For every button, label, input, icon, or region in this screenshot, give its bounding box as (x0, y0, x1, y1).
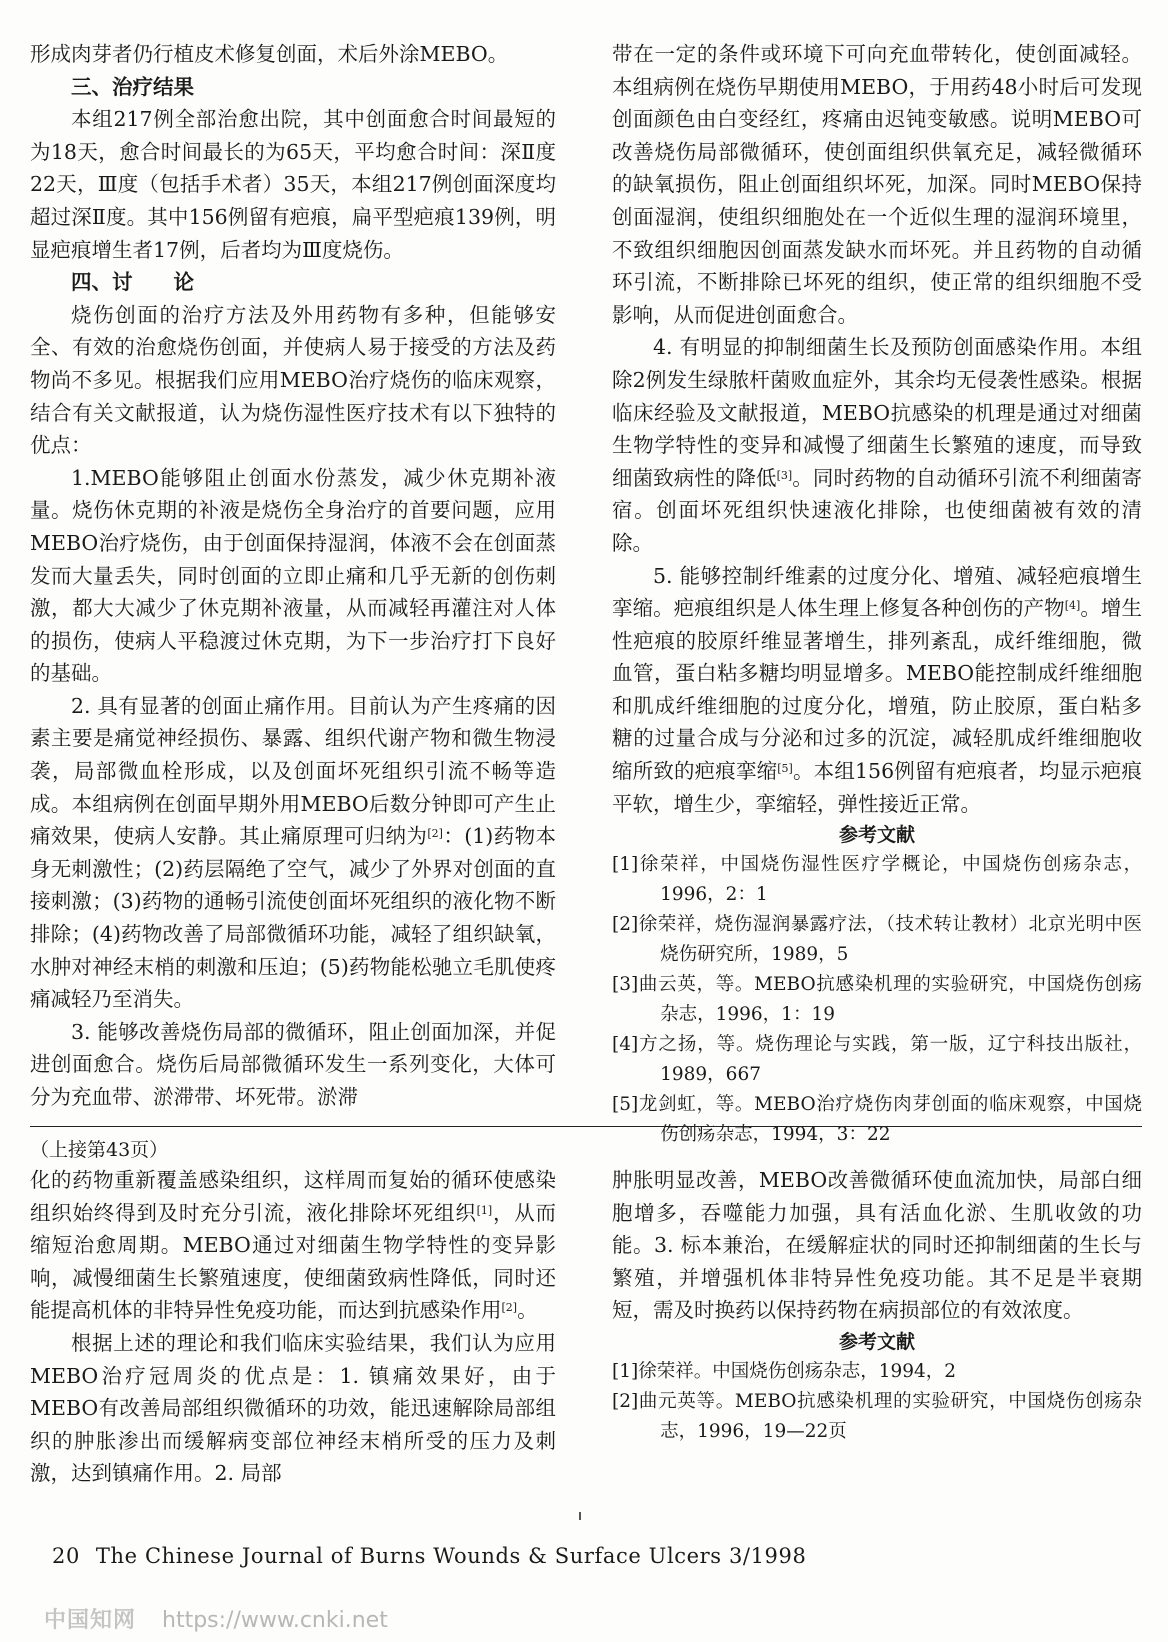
paragraph-text: ：(1)药物本身无刺激性；(2)药层隔绝了空气，减少了外界对创面的直接刺激；(3)药物的通畅引流使创面坏死组织的液化物不断排除；(4)药物改善了局部微循环功能，减轻了组织缺氧，水肿对神经末梢的刺激和压迫；(5)药物能松驰立毛肌使疼痛减轻乃至消失。 (30, 824, 556, 1012)
cnki-url: https://www.cnki.net (162, 1608, 388, 1633)
paragraph-text: 带在一定的条件或环境下可向充血带转化，使创面减轻。本组病例在烧伤早期使用MEBO，于用药48小时后可发现创面颜色由白变经红，疼痛由迟钝变敏感。说明MEBO可改善烧伤局部微循环，使创面组织供氧充足，减轻微循环的缺氧损伤，阻止创面组织坏死，加深。同时MEBO保持创面湿润，使组织细胞处在一个近似生理的湿润环境里，不致组织细胞因创面蒸发缺水而坏死。并且药物的自动循环引流，不断排除已坏死的组织，使正常的组织细胞不受影响，从而促进创面愈合。 (612, 42, 1142, 327)
cnki-watermark (44, 1603, 388, 1634)
upper-left-column (30, 38, 556, 1114)
paragraph-text: 1.MEBO能够阻止创面水份蒸发，减少休克期补液量。烧伤休克期的补液是烧伤全身治疗的首要问题，应用MEBO治疗烧伤，由于创面保持湿润，体液不会在创面蒸发而大量丢失，同时创面的立即止痛和几乎无新的创伤刺激，都大大减少了休克期补液量，从而减轻再灌注对人体的损伤，使病人平稳渡过休克期，为下一步治疗打下良好的基础。 (30, 465, 556, 686)
paragraph-text: 3. 能够改善烧伤局部的微循环，阻止创面加深，并促进创面愈合。烧伤后局部微循环发生一系列变化，大体可分为充血带、淤滞带、坏死带。淤滞 (30, 1019, 556, 1109)
body-paragraph (30, 103, 556, 266)
body-paragraph (30, 71, 556, 104)
body-paragraph (30, 462, 556, 690)
citation-marker: [1] (476, 1203, 493, 1217)
reference-item: [5]龙剑虹，等。MEBO治疗烧伤肉芽创面的临床观察，中国烧伤创疡杂志，1994，3：22 (612, 1094, 1142, 1146)
reference-item: [2]徐荣祥，烧伤湿润暴露疗法，（技术转让教材）北京光明中医烧伤研究所，1989，5 (612, 914, 1142, 966)
citation-marker: [2] (501, 1301, 518, 1315)
references-heading: 参考文献 (838, 824, 915, 847)
paragraph-text: 三、治疗结果 (71, 74, 194, 99)
body-paragraph (612, 560, 1142, 821)
paragraph-text: 。增生性疤痕的胶原纤维显著增生，排列紊乱，成纤维细胞，微血管，蛋白粘多糖均明显增多。MEBO能控制成纤维细胞和肌成纤维细胞的过度分化，增殖，防止胶原，蛋白粘多糖的过量合成与分泌和过多的沉淀，减轻肌成纤维细胞收缩所致的疤痕挛缩 (612, 596, 1143, 784)
paragraph-text: 4. 有明显的抑制细菌生长及预防创面感染作用。本组除2例发生绿脓杆菌败血症外，其余均无侵袭性感染。根据临床经验及文献报道，MEBO抗感染的机理是通过对细菌生物学特性的变异和减慢了细菌生长繁殖的速度，而导致细菌致病性的降低 (612, 335, 1142, 490)
body-paragraph (30, 266, 556, 299)
gutter-mark (579, 1512, 581, 1520)
citation-marker: [2] (427, 827, 443, 841)
continued-note: （上接第43页） (30, 1139, 169, 1161)
body-paragraph (30, 299, 556, 462)
reference-item: [2]曲元英等。MEBO抗感染机理的实验研究，中国烧伤创疡杂志，1996，19—22页 (612, 1390, 1142, 1442)
paragraph-text: 形成肉芽者仍行植皮术修复创面，术后外涂MEBO。 (30, 42, 509, 66)
citation-marker: [3] (776, 468, 793, 482)
body-paragraph (30, 690, 556, 1016)
body-paragraph (30, 38, 556, 71)
body-paragraph (30, 1164, 556, 1327)
body-paragraph (612, 38, 1142, 331)
reference-item: [1]徐荣祥，中国烧伤湿性医疗学概论，中国烧伤创疡杂志，1996，2：1 (612, 854, 1142, 906)
paragraph-text: 烧伤创面的治疗方法及外用药物有多种，但能够安全、有效的治愈烧伤创面，并使病人易于接受的方法及药物尚不多见。根据我们应用MEBO治疗烧伤的临床观察，结合有关文献报道，认为烧伤湿性医疗技术有以下独特的优点： (30, 302, 556, 458)
paragraph-text: 。 (517, 1298, 538, 1323)
upper-right-column (612, 38, 1142, 1150)
paragraph-text: 2. 具有显著的创面止痛作用。目前认为产生疼痛的因素主要是痛觉神经损伤、暴露、组织代谢产物和微生物浸袭，局部微血栓形成，以及创面坏死组织引流不畅等造成。本组病例在创面早期外用MEBO后数分钟即可产生止痛效果，使病人安静。其止痛原理可归纳为 (30, 693, 556, 849)
page-footer (52, 1544, 806, 1568)
citation-marker: [5] (777, 762, 793, 776)
paragraph-text: 本组217例全部治愈出院，其中创面愈合时间最短的为18天，愈合时间最长的为65天，平均愈合时间：深Ⅱ度22天，Ⅲ度（包括手术者）35天，本组217例创面深度均超过深Ⅱ度。其中156例留有疤痕，扁平型疤痕139例，明显疤痕增生者17例，后者均为Ⅲ度烧伤。 (30, 107, 556, 262)
paragraph-text: ，从而缩短治愈周期。MEBO通过对细菌生物学特性的变异影响，减慢细菌生长繁殖速度，使细菌致病性降低，同时还能提高机体的非特异性免疫功能，而达到抗感染作用 (30, 1200, 557, 1323)
reference-item: [4]方之扬，等。烧伤理论与实践，第一版，辽宁科技出版社，1989，667 (612, 1034, 1142, 1086)
section-divider (30, 1126, 1142, 1127)
paragraph-text: 化的药物重新覆盖感染组织，这样周而复始的循环使感染组织始终得到及时充分引流，液化排除坏死组织 (30, 1168, 556, 1225)
cnki-logo: 中国知网 (44, 1608, 137, 1633)
reference-item: [1]徐荣祥。中国烧伤创疡杂志，1994，2 (612, 1360, 957, 1382)
reference-item: [3]曲云英，等。MEBO抗感染机理的实验研究，中国烧伤创疡杂志，1996，1：19 (612, 974, 1142, 1026)
paragraph-text: 。同时药物的自动循环引流不利细菌寄宿。创面坏死组织快速液化排除，也使细菌被有效的清除。 (612, 465, 1143, 555)
page-number: 20 (52, 1544, 80, 1568)
journal-name: The Chinese Journal of Burns Wounds & Surface Ulcers 3/1998 (95, 1544, 807, 1568)
body-paragraph (30, 1016, 556, 1114)
body-paragraph (612, 331, 1142, 559)
citation-marker: [4] (1064, 599, 1081, 613)
body-paragraph (612, 1164, 1142, 1327)
references-heading: 参考文献 (838, 1330, 915, 1353)
lower-right-column (612, 1164, 1142, 1447)
paragraph-text: 根据上述的理论和我们临床实验结果，我们认为应用MEBO治疗冠周炎的优点是：1. 镇痛效果好，由于MEBO有改善局部组织微循环的功效，能迅速解除局部组织的肿胀渗出而缓解病变部位神经末梢所受的压力及刺激，达到镇痛作用。2. 局部 (30, 1330, 556, 1486)
paragraph-text: 5. 能够控制纤维素的过度分化、增殖、减轻疤痕增生挛缩。疤痕组织是人体生理上修复各种创伤的产物 (612, 563, 1142, 621)
body-paragraph (30, 1327, 556, 1490)
paragraph-text: 。本组156例留有疤痕者，均显示疤痕平软，增生少，挛缩轻，弹性接近正常。 (612, 759, 1142, 816)
paragraph-text: 肿胀明显改善，MEBO改善微循环使血流加快，局部白细胞增多，吞噬能力加强，具有活血化淤、生肌收敛的功能。3. 标本兼治，在缓解症状的同时还抑制细菌的生长与繁殖，并增强机体非特异性免疫功能。其不足是半衰期短，需及时换药以保持药物在病损部位的有效浓度。 (612, 1168, 1142, 1323)
paragraph-text: 四、讨 论 (71, 270, 194, 295)
lower-left-column (30, 1136, 556, 1490)
